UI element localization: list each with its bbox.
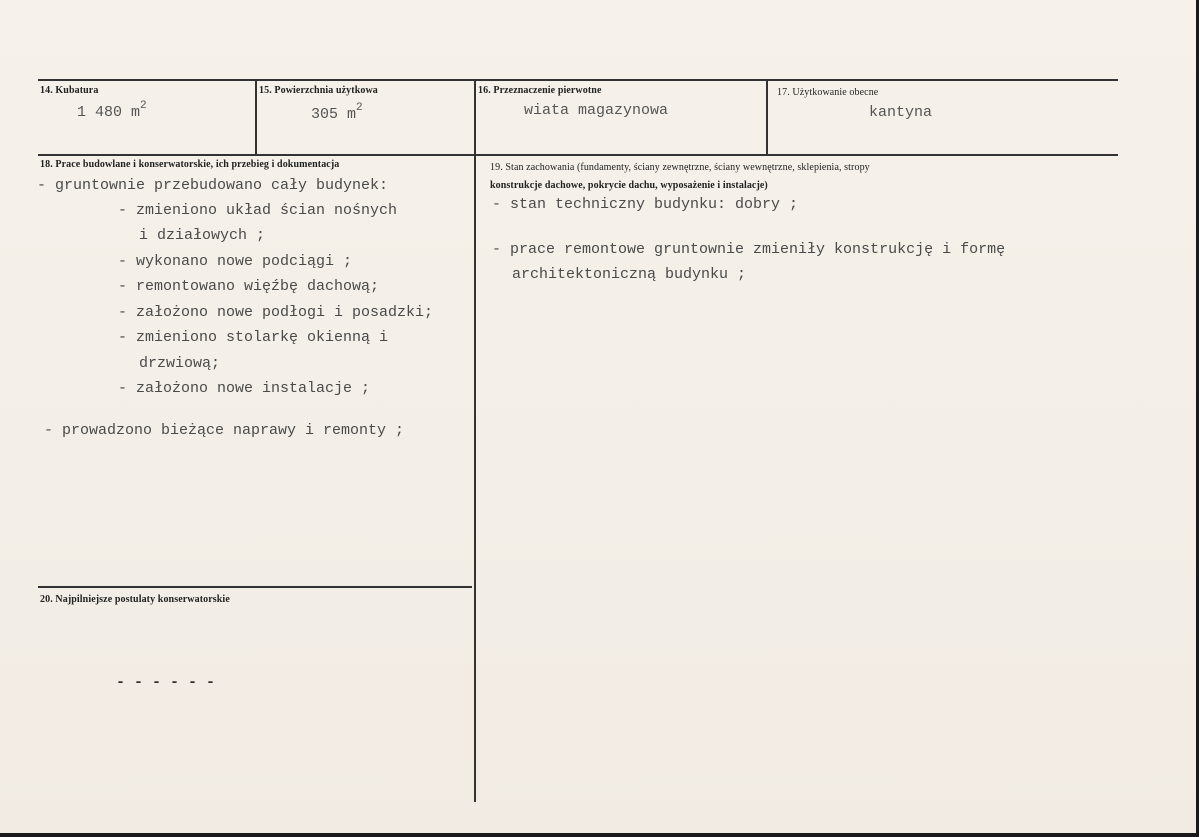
divider-16-17 — [766, 79, 768, 156]
field18-line-4: - wykonano nowe podciągi ; — [118, 253, 353, 270]
field18-line-5: - remontowano więźbę dachową; — [118, 278, 380, 295]
field18-line-10: - prowadzono bieżące naprawy i remonty ; — [44, 422, 405, 439]
field14-value — [77, 100, 147, 121]
field14-number: 1 480 m — [77, 104, 141, 121]
field18-line-3: i działowych ; — [139, 227, 266, 244]
row1-bottom-rule — [38, 154, 1118, 156]
field17-value: kantyna — [869, 104, 933, 121]
field19-label-2: konstrukcje dachowe, pokrycie dachu, wyposażenie i instalacje) — [490, 180, 768, 191]
field20-value: - - - - - - — [116, 674, 216, 691]
field15-label: 15. Powierzchnia użytkowa — [259, 85, 378, 96]
field18-line-1: - gruntownie przebudowano cały budynek: — [37, 177, 389, 194]
field17-label: 17. Użytkowanie obecne — [777, 87, 879, 98]
divider-15-16 — [474, 79, 476, 156]
field14-label: 14. Kubatura — [40, 85, 99, 96]
field18-line-6: - założono nowe podłogi i posadzki; — [118, 304, 434, 321]
field19-label-1: 19. Stan zachowania (fundamenty, ściany zewnętrzne, ściany wewnętrzne, sklepienia, stropy — [490, 162, 870, 173]
field18-line-7: - zmieniono stolarkę okienną i — [118, 329, 389, 346]
field19-line-1: - stan techniczny budynku: dobry ; — [492, 196, 799, 213]
field14-sup: 2 — [140, 100, 147, 112]
field16-label: 16. Przeznaczenie pierwotne — [478, 85, 602, 96]
field18-line-8: drzwiową; — [139, 355, 221, 372]
field16-value: wiata magazynowa — [524, 102, 669, 119]
field15-number: 305 m — [311, 106, 357, 123]
divider-14-15 — [255, 79, 257, 156]
top-rule — [38, 79, 1118, 81]
divider-main — [474, 154, 476, 802]
field15-sup: 2 — [356, 102, 363, 114]
field18-label: 18. Prace budowlane i konserwatorskie, ich przebieg i dokumentacja — [40, 159, 340, 170]
field20-top-rule — [38, 586, 472, 588]
field19-line-3: architektoniczną budynku ; — [512, 266, 747, 283]
field18-line-2: - zmieniono układ ścian nośnych — [118, 202, 398, 219]
field19-line-2: - prace remontowe gruntownie zmieniły konstrukcję i formę — [492, 241, 1006, 258]
field15-value — [311, 102, 363, 123]
field20-label: 20. Najpilniejsze postulaty konserwatorskie — [40, 594, 230, 605]
field18-line-9: - założono nowe instalacje ; — [118, 380, 371, 397]
